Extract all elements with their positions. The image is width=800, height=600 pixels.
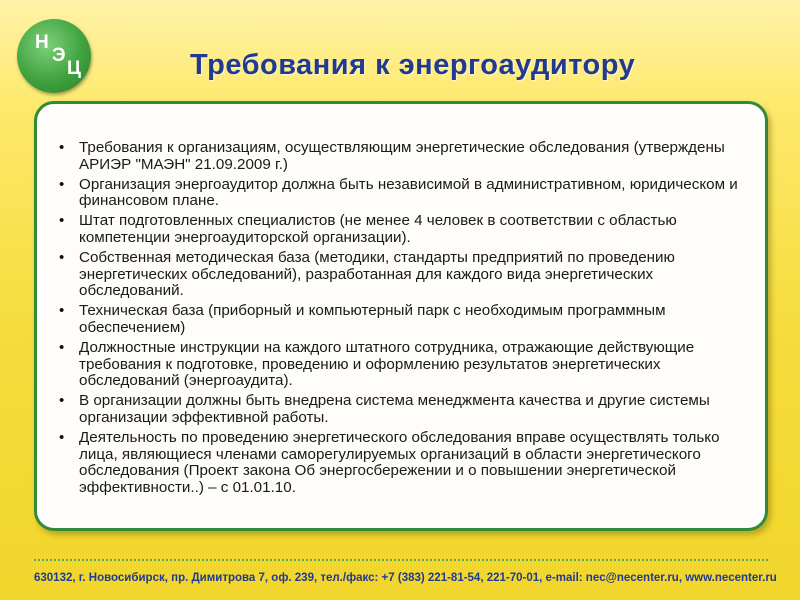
list-item: • Штат подготовленных специалистов (не менее 4 человек в соответствии с областью компетенции энергоаудиторской организации).	[59, 213, 759, 247]
logo-letter-e: Э	[52, 45, 66, 66]
list-item: • Организация энергоаудитор должна быть независимой в административном, юридическом и финансовом плане.	[59, 177, 759, 211]
contact-footer: 630132, г. Новосибирск, пр. Димитрова 7, оф. 239, тел./факс: +7 (383) 221-81-54, 221-70-01, e-mail: nec@necenter.ru, www.necenter.ru	[34, 572, 777, 584]
list-item: • Требования к организациям, осуществляющим энергетические обследования (утверждены АРИЭР "МАЭН" 21.09.2009 г.)	[59, 140, 759, 174]
list-item: • Должностные инструкции на каждого штатного сотрудника, отражающие действующие требования к подготовке, проведению и оформлению результатов энергетических обследований (энергоаудита).	[59, 340, 759, 390]
requirements-list	[59, 140, 759, 500]
list-item: • Деятельность по проведению энергетического обследования вправе осуществлять только лица, являющиеся членами саморегулируемых организаций в области энергетического обследования (Проект закона Об энергосбережении и о повышении энергетической эффективности..) – с 01.01.10.	[59, 430, 759, 497]
slide-title: Требования к энергоаудитору	[190, 49, 636, 81]
footer-divider	[34, 559, 768, 561]
list-item: • Собственная методическая база (методики, стандарты предприятий по проведению энергетических обследований), разработанная для каждого вида энергетических обследований.	[59, 250, 759, 300]
list-item: • Техническая база (приборный и компьютерный парк с необходимым программным обеспечением)	[59, 303, 759, 337]
list-item: • В организации должны быть внедрена система менеджмента качества и другие системы организации эффективной работы.	[59, 393, 759, 427]
logo-letter-ts: Ц	[67, 58, 81, 79]
content-panel	[34, 101, 768, 531]
logo-letter-n: Н	[35, 32, 49, 53]
company-logo	[17, 19, 91, 93]
